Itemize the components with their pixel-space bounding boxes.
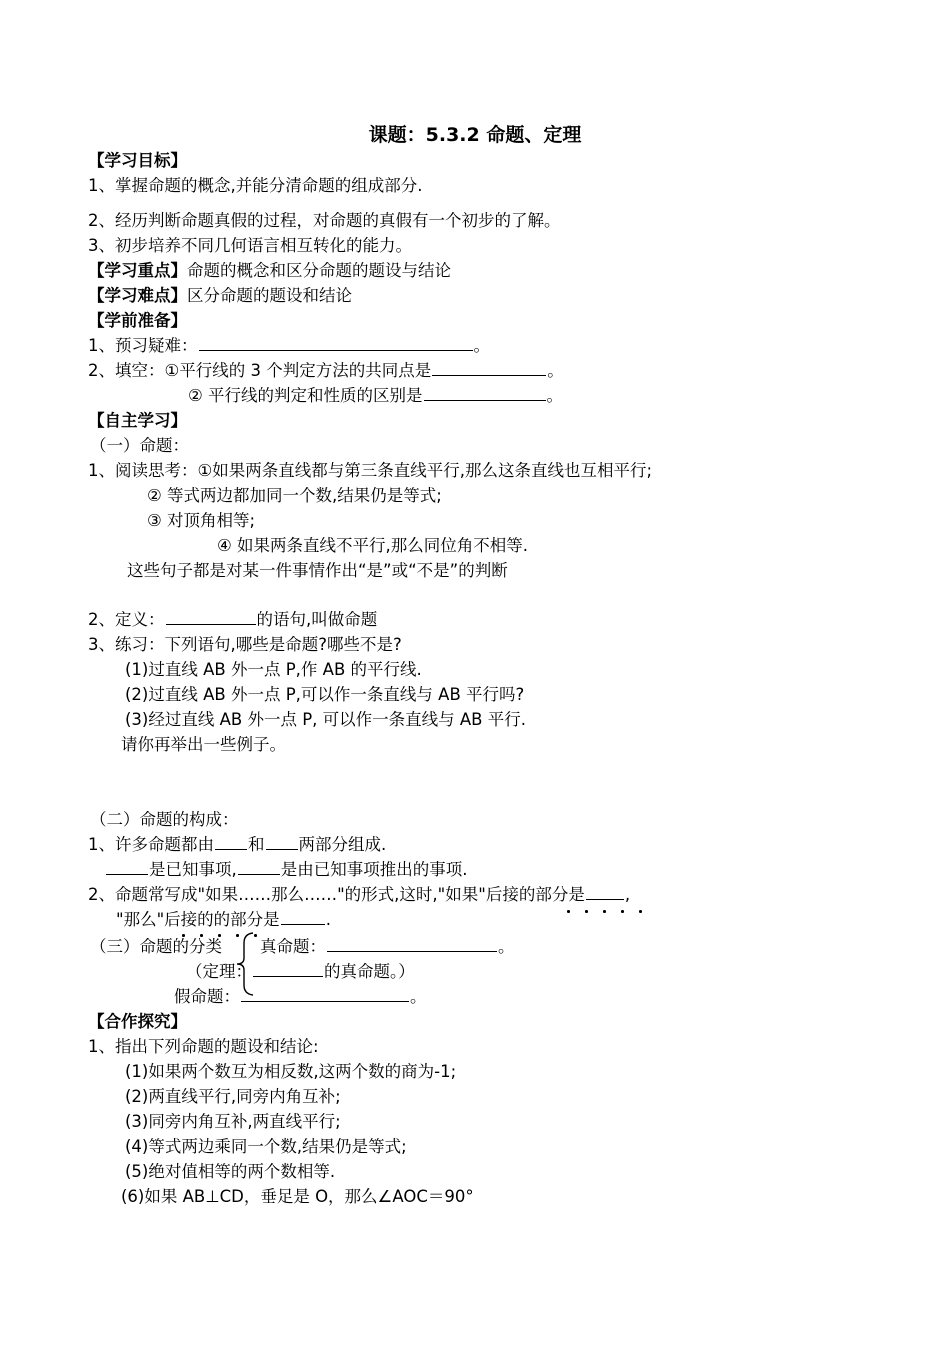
prep-q1 bbox=[88, 335, 490, 357]
goal-item: 2、经历判断命题真假的过程，对命题的真假有一个初步的了解。 bbox=[88, 211, 561, 230]
reading-item: ② 等式两边都加同一个数,结果仍是等式; bbox=[147, 486, 442, 505]
theorem-line bbox=[186, 961, 415, 983]
fill-blank[interactable] bbox=[215, 834, 247, 850]
prep-heading: 【学前准备】 bbox=[88, 311, 187, 330]
structure-text: 是由已知事项推出的事项. bbox=[280, 860, 468, 879]
false-proposition-label: 假命题： bbox=[174, 987, 240, 1006]
emphasis-dot bbox=[585, 910, 588, 913]
practice-more: 请你再举出一些例子。 bbox=[121, 735, 286, 754]
coop-item: (5)绝对值相等的两个数相等. bbox=[125, 1162, 336, 1181]
key-point-heading: 【学习重点】 bbox=[88, 261, 187, 280]
structure-text: 1、许多命题都由 bbox=[88, 835, 214, 854]
goals-heading: 【学习目标】 bbox=[88, 151, 187, 170]
false-proposition-end: 。 bbox=[410, 987, 427, 1006]
fill-blank[interactable] bbox=[432, 360, 546, 376]
page-title: 课题：5.3.2 命题、定理 bbox=[368, 124, 582, 146]
structure-text: 是已知事项, bbox=[149, 860, 237, 879]
false-proposition-line bbox=[174, 986, 427, 1008]
structure-line-2 bbox=[105, 859, 468, 881]
difficulty-heading: 【学习难点】 bbox=[88, 286, 187, 305]
goal-item: 3、初步培养不同几何语言相互转化的能力。 bbox=[88, 236, 412, 255]
structure-line-3 bbox=[88, 884, 630, 906]
structure-line-1 bbox=[88, 834, 386, 856]
theorem-label: （定理： bbox=[186, 962, 252, 981]
fill-blank[interactable] bbox=[241, 986, 409, 1002]
part2-heading: （二）命题的构成： bbox=[90, 810, 239, 829]
coop-intro: 1、指出下列命题的题设和结论: bbox=[88, 1037, 319, 1056]
emphasis-dot bbox=[567, 910, 570, 913]
fill-blank[interactable] bbox=[166, 609, 256, 625]
goal-item: 1、掌握命题的概念,并能分清命题的组成部分. bbox=[88, 176, 423, 195]
fill-blank[interactable] bbox=[238, 859, 280, 875]
prep-q2-end: 。 bbox=[547, 361, 564, 380]
key-point-line bbox=[88, 260, 451, 282]
difficulty-text: 区分命题的题设和结论 bbox=[187, 286, 352, 305]
structure-text: 两部分组成. bbox=[298, 835, 387, 854]
fill-blank[interactable] bbox=[199, 335, 473, 351]
emphasis-dot bbox=[639, 910, 642, 913]
self-study-heading: 【自主学习】 bbox=[88, 411, 187, 430]
prep-q3 bbox=[188, 385, 563, 407]
fill-blank[interactable] bbox=[266, 834, 298, 850]
definition-line bbox=[88, 609, 377, 631]
fill-blank[interactable] bbox=[424, 385, 546, 401]
true-proposition-line bbox=[260, 936, 515, 958]
structure-text: "那么"后接的的部分是 bbox=[116, 910, 280, 929]
fill-blank[interactable] bbox=[586, 884, 624, 900]
definition-label: 2、定义： bbox=[88, 610, 165, 629]
practice-item: (2)过直线 AB 外一点 P,可以作一条直线与 AB 平行吗? bbox=[125, 685, 525, 704]
prep-q2-text: 2、填空：①平行线的 3 个判定方法的共同点是 bbox=[88, 361, 432, 380]
fill-blank[interactable] bbox=[327, 936, 497, 952]
true-proposition-label: 真命题： bbox=[260, 937, 326, 956]
fill-blank[interactable] bbox=[106, 859, 148, 875]
emphasis-dot bbox=[603, 910, 606, 913]
coop-heading: 【合作探究】 bbox=[88, 1012, 187, 1031]
coop-item: (1)如果两个数互为相反数,这两个数的商为-1; bbox=[125, 1062, 457, 1081]
reading-item: ③ 对顶角相等; bbox=[147, 511, 256, 530]
coop-item: (6)如果 AB⊥CD，垂足是 O，那么∠AOC＝90° bbox=[121, 1187, 474, 1206]
coop-item: (4)等式两边乘同一个数,结果仍是等式; bbox=[125, 1137, 407, 1156]
fill-blank[interactable] bbox=[281, 909, 325, 925]
key-point-text: 命题的概念和区分命题的题设与结论 bbox=[187, 261, 451, 280]
practice-item: (1)过直线 AB 外一点 P,作 AB 的平行线. bbox=[125, 660, 422, 679]
difficulty-line bbox=[88, 285, 352, 307]
structure-text: . bbox=[325, 910, 331, 929]
structure-text: 和 bbox=[248, 835, 265, 854]
emphasis-dot bbox=[621, 910, 624, 913]
structure-line-4 bbox=[116, 909, 331, 931]
prep-q3-text: ② 平行线的判定和性质的区别是 bbox=[188, 386, 423, 405]
prep-q1-text: 1、预习疑难： bbox=[88, 336, 198, 355]
structure-text: 2、命题常写成"如果……那么……"的形式,这时,"如果"后接的部分是 bbox=[88, 885, 585, 904]
true-proposition-end: 。 bbox=[498, 937, 515, 956]
prep-q2 bbox=[88, 360, 564, 382]
reading-line: 1、阅读思考：①如果两条直线都与第三条直线平行,那么这条直线也互相平行; bbox=[88, 461, 653, 480]
coop-item: (3)同旁内角互补,两直线平行; bbox=[125, 1112, 341, 1131]
coop-item: (2)两直线平行,同旁内角互补; bbox=[125, 1087, 341, 1106]
definition-text: 的语句,叫做命题 bbox=[256, 610, 378, 629]
practice-item: (3)经过直线 AB 外一点 P, 可以作一条直线与 AB 平行. bbox=[125, 710, 526, 729]
part1-heading: （一）命题： bbox=[90, 436, 189, 455]
structure-text: , bbox=[624, 885, 631, 904]
fill-blank[interactable] bbox=[253, 961, 323, 977]
reading-item: ④ 如果两条直线不平行,那么同位角不相等. bbox=[217, 536, 529, 555]
prep-q1-end: 。 bbox=[473, 336, 490, 355]
theorem-text: 的真命题。） bbox=[324, 962, 415, 981]
prep-q3-end: 。 bbox=[546, 386, 564, 405]
part3-heading: （三）命题的分类 bbox=[90, 937, 222, 956]
reading-summary: 这些句子都是对某一件事情作出“是”或“不是”的判断 bbox=[127, 561, 508, 580]
practice-heading: 3、练习：下列语句,哪些是命题?哪些不是? bbox=[88, 635, 402, 654]
